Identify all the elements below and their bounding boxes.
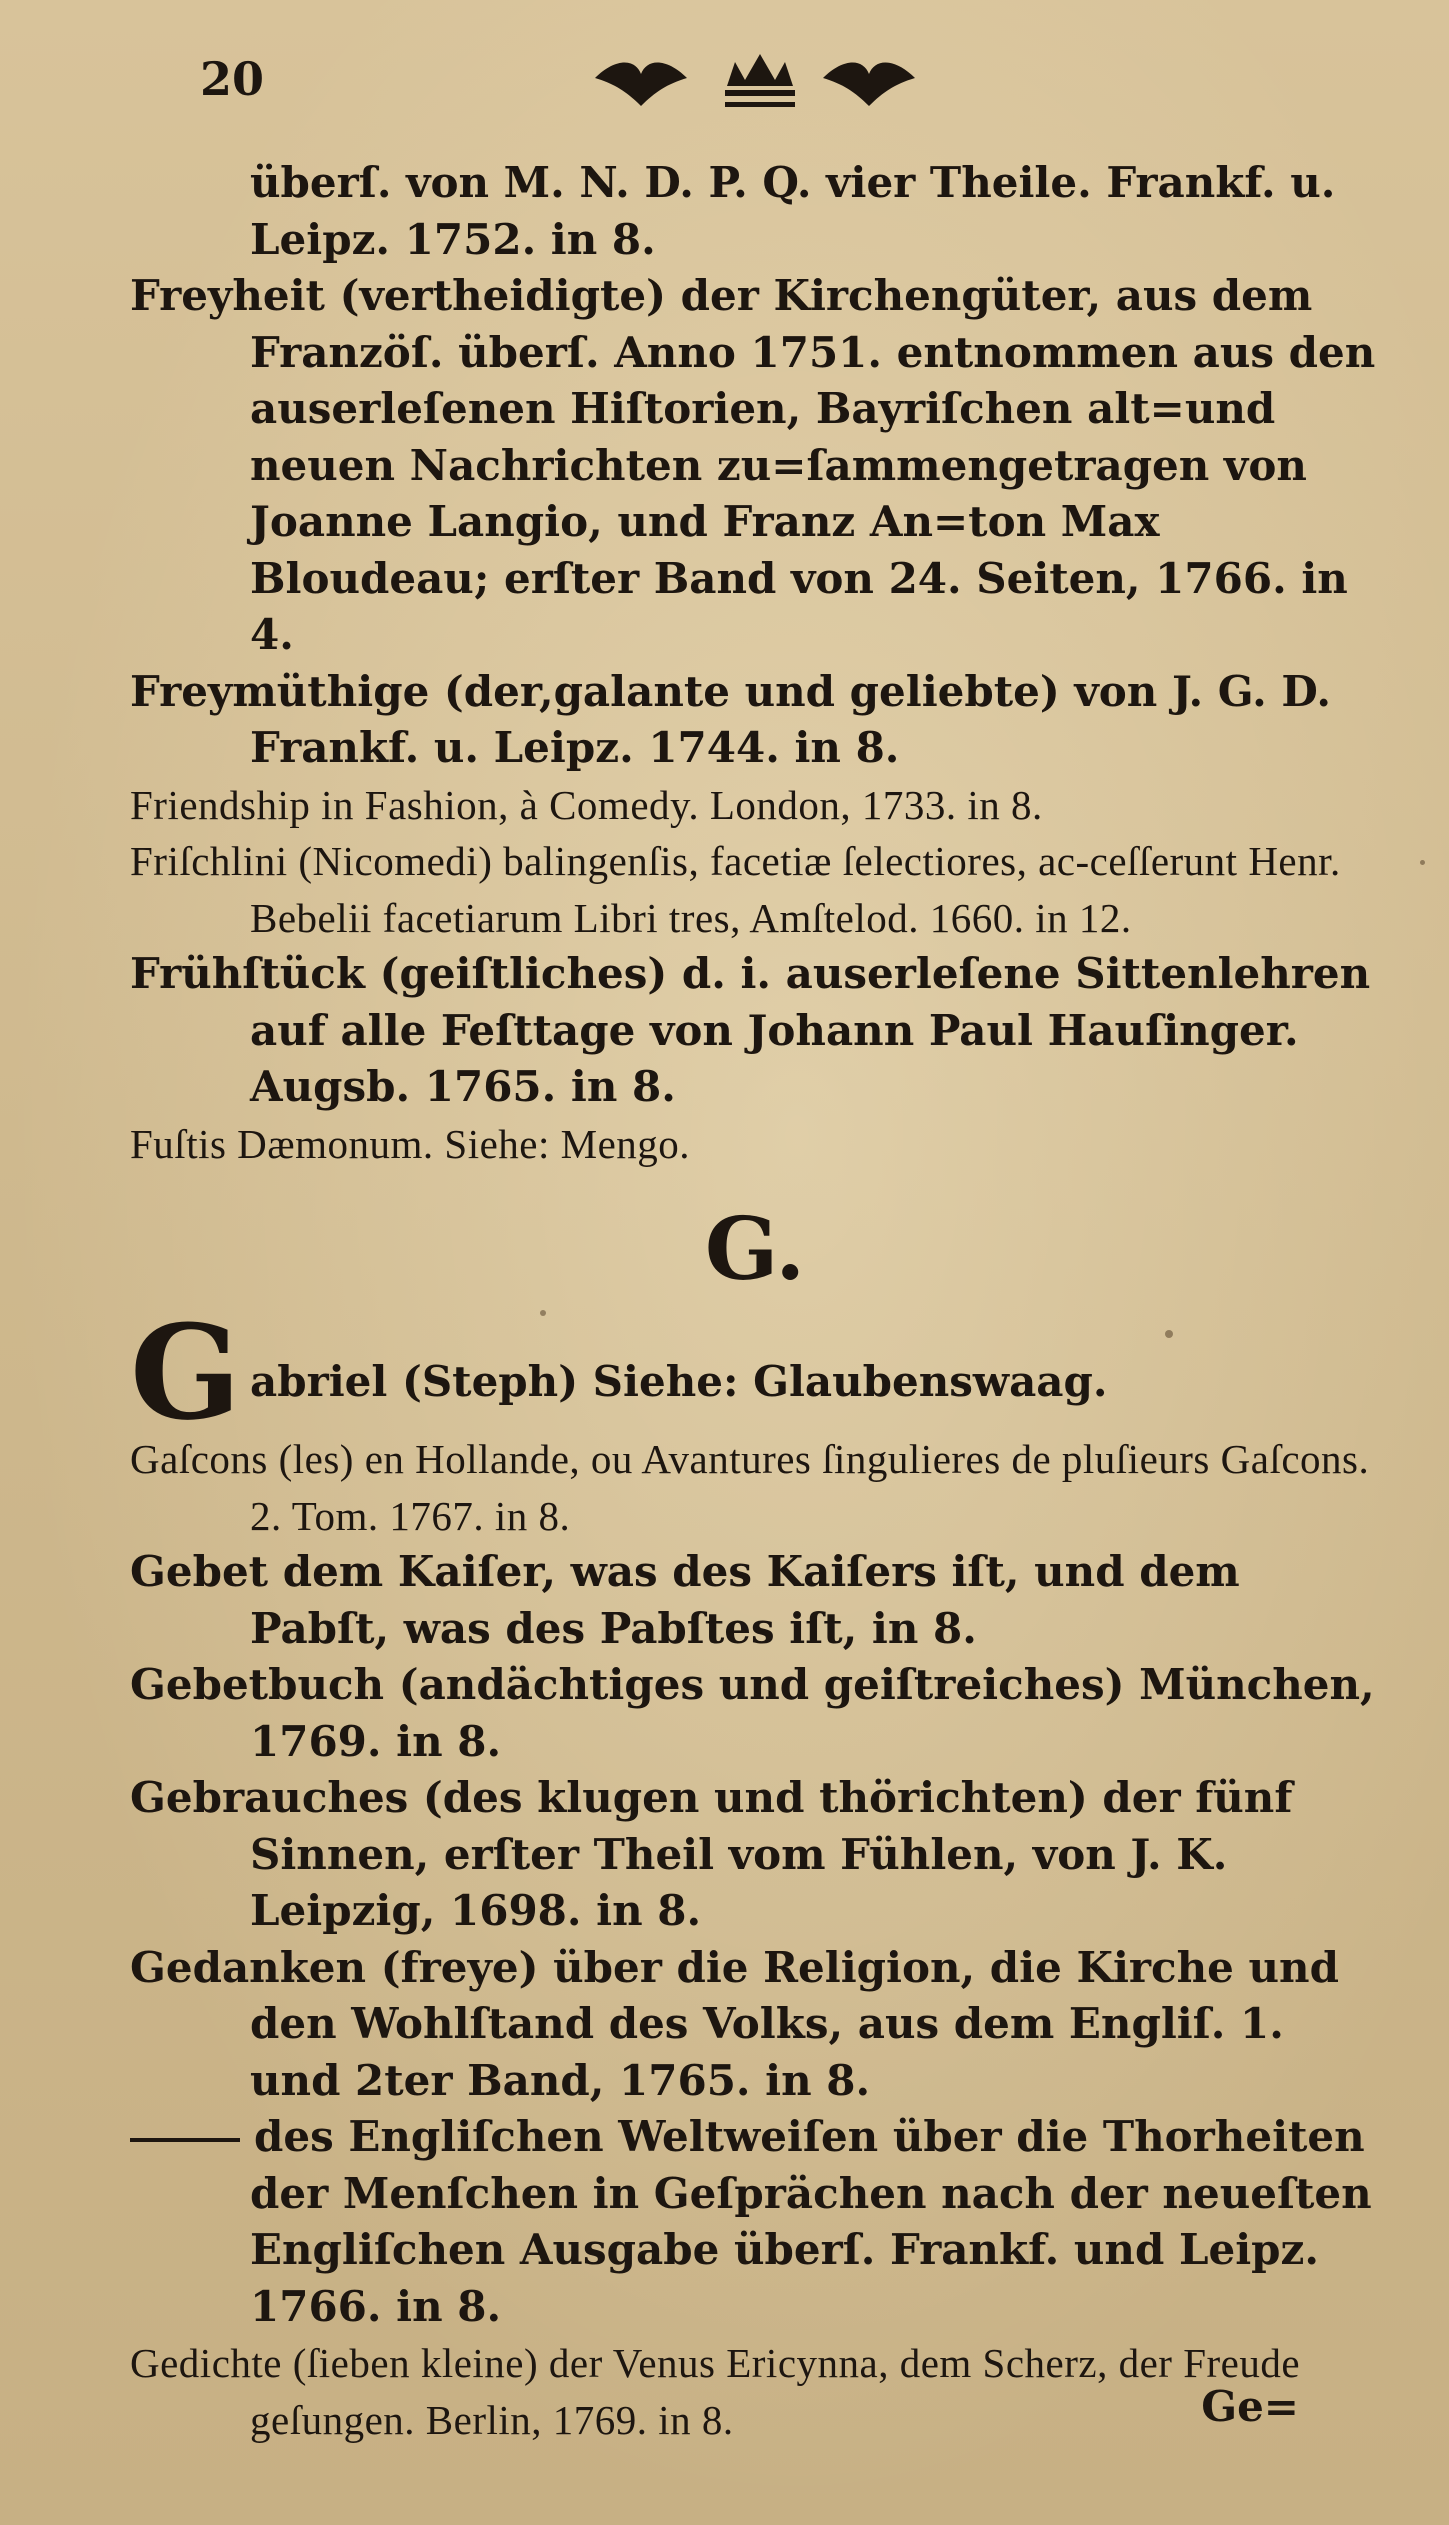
entry-gedanken-sub-text: des Engliſchen Weltweiſen über die Thorheiten der Menſchen in Geſprächen nach der neueſten Engliſchen Ausgabe überſ. Frankf. und Leipz. 1766. in 8.	[250, 2112, 1372, 2331]
paper-speck	[1165, 1330, 1173, 1338]
dropcap-letter: G	[130, 1296, 242, 1449]
catchword: Ge=	[1201, 2382, 1299, 2431]
ditto-dash	[130, 2138, 240, 2142]
header-ornament	[575, 40, 935, 120]
entry-gebrauches: Gebrauches (des klugen und thörichten) der fünf Sinnen, erſter Theil vom Fühlen, von J. K. Leipzig, 1698. in 8.	[130, 1773, 1293, 1935]
entry-gebetbuch: Gebetbuch (andächtiges und geiſtreiches) München, 1769. in 8.	[130, 1660, 1375, 1766]
paper-speck	[540, 1310, 546, 1316]
entry-fustis: Fuſtis Dæmonum. Siehe: Mengo.	[130, 1120, 691, 1167]
page-number: 20	[200, 52, 265, 106]
entry-gedanken: Gedanken (freye) über die Religion, die Kirche und den Wohlſtand des Volks, aus dem Engliſ. 1. und 2ter Band, 1765. in 8.	[130, 1942, 1339, 2105]
paper-speck	[1420, 860, 1425, 865]
entry-gedanken-sub	[130, 2109, 1380, 2335]
entry-friendship: Friendship in Fashion, à Comedy. London, 1733. in 8.	[130, 781, 1043, 828]
entry-gabriel-text: abriel (Steph) Siehe: Glaubenswaag.	[250, 1357, 1108, 1406]
entry-fruehstueck: Frühſtück (geiſtliches) d. i. auserleſene Sittenlehren auf alle Feſttage von Johann Paul Hauſinger. Augsb. 1765. in 8.	[130, 949, 1371, 1111]
entry-continuation: überſ. von M. N. D. P. Q. vier Theile. Frankf. u. Leipz. 1752. in 8.	[250, 158, 1336, 264]
entry-freyheit: Freyheit (vertheidigte) der Kirchengüter, aus dem Franzöſ. überſ. Anno 1751. entnommen aus den auserleſenen Hiſtorien, Bayriſchen alt=und neuen Nachrichten zu=ſammengetragen von Joanne Langio, und Franz An=ton Max Bloudeau; erſter Band von 24. Seiten, 1766. in 4.	[130, 271, 1376, 659]
entry-frischlini: Friſchlini (Nicomedi) balingenſis, facetiæ ſelectiores, ac-ceſſerunt Henr. Bebelii facetiarum Libri tres, Amſtelod. 1660. in 12.	[130, 838, 1341, 941]
entry-freymuethige: Freymüthige (der,galante und geliebte) von J. G. D. Frankf. u. Leipz. 1744. in 8.	[130, 666, 1331, 772]
entry-gebet: Gebet dem Kaiſer, was des Kaiſers iſt, und dem Pabſt, was des Pabſtes iſt, in 8.	[130, 1547, 1240, 1653]
entry-gabriel	[130, 1296, 1380, 1449]
entry-gascons: Gaſcons (les) en Hollande, ou Avantures ſingulieres de pluſieurs Gaſcons. 2. Tom. 1767. in 8.	[130, 1436, 1370, 1539]
entry-gedichte: Gedichte (ſieben kleine) der Venus Ericynna, dem Scherz, der Freude geſungen. Berlin, 1769. in 8.	[130, 2340, 1301, 2443]
section-heading-g: G.	[704, 1199, 806, 1300]
catalogue-entries	[130, 155, 1380, 2448]
